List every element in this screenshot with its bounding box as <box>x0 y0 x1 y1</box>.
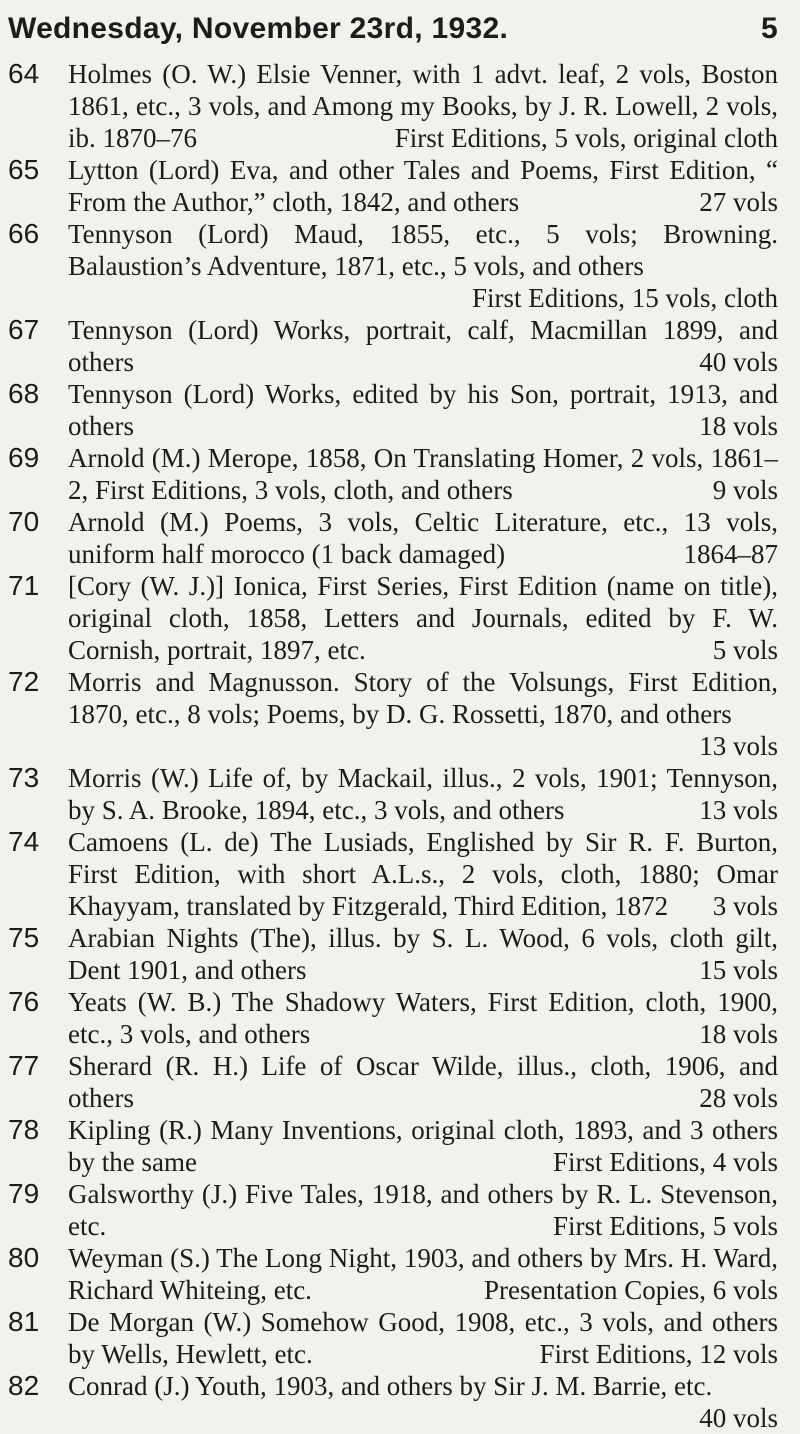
lot-quantity: First Editions, 5 vols <box>552 1211 778 1241</box>
lot-number: 71 <box>8 570 40 601</box>
lot-description <box>68 442 778 506</box>
lot-entry <box>8 666 778 762</box>
lot-quantity: First Editions, 12 vols <box>539 1339 778 1369</box>
lot-quantity: 5 vols <box>712 635 778 665</box>
lot-description <box>68 826 778 922</box>
lot-text: Holmes (O. W.) Elsie Venner, with 1 advt. leaf, 2 vols, Boston 1861, etc., 3 vols, and Among my Books, by J. R. Lowell, 2 vols, ib. 1870–76 <box>68 59 778 153</box>
lot-description <box>68 762 778 826</box>
lot-text: Tennyson (Lord) Works, portrait, calf, Macmillan 1899, and others <box>68 315 778 377</box>
lot-entry <box>8 986 778 1050</box>
lot-text: Tennyson (Lord) Works, edited by his Son, portrait, 1913, and others <box>68 379 778 441</box>
lot-entry <box>8 218 778 314</box>
lot-description <box>68 58 778 154</box>
lot-entry <box>8 1050 778 1114</box>
lot-description <box>68 1050 778 1114</box>
lot-entry <box>8 154 778 218</box>
lot-entry <box>8 1370 778 1434</box>
lot-text: Camoens (L. de) The Lusiads, Englished by Sir R. F. Burton, First Edition, with short A.L.s., 2 vols, cloth, 1880; Omar Khayyam, translated by Fitzgerald, Third Edition, 1872 <box>68 827 778 921</box>
lot-description <box>68 1114 778 1178</box>
lot-entry <box>8 378 778 442</box>
lot-entry <box>8 922 778 986</box>
lot-description <box>68 922 778 986</box>
lot-text: Galsworthy (J.) Five Tales, 1918, and others by R. L. Stevenson, etc. <box>68 1179 778 1241</box>
lot-text: Weyman (S.) The Long Night, 1903, and others by Mrs. H. Ward, Richard Whiteing, etc. <box>68 1243 778 1305</box>
lot-entry <box>8 826 778 922</box>
lot-entry <box>8 1114 778 1178</box>
lot-text: Conrad (J.) Youth, 1903, and others by Sir J. M. Barrie, etc. <box>68 1371 713 1401</box>
lot-number: 73 <box>8 762 40 793</box>
lot-quantity: 18 vols <box>699 411 778 441</box>
lot-list <box>8 58 778 1434</box>
lot-description <box>68 1306 778 1370</box>
lot-entry <box>8 1178 778 1242</box>
lot-text: Kipling (R.) Many Inventions, original cloth, 1893, and 3 others by the same <box>68 1115 778 1177</box>
lot-number: 74 <box>8 826 40 857</box>
lot-quantity: 15 vols <box>699 955 778 985</box>
lot-number: 64 <box>8 58 40 89</box>
lot-number: 66 <box>8 218 40 249</box>
lot-number: 67 <box>8 314 40 345</box>
sale-date: Wednesday, November 23rd, 1932. <box>8 12 509 45</box>
lot-number: 70 <box>8 506 40 537</box>
lot-entry <box>8 1306 778 1370</box>
lot-quantity: 18 vols <box>699 1019 778 1049</box>
lot-entry <box>8 58 778 154</box>
lot-description <box>68 218 778 314</box>
lot-entry <box>8 570 778 666</box>
lot-number: 77 <box>8 1050 40 1081</box>
lot-description <box>68 1242 778 1306</box>
lot-quantity: 40 vols <box>699 347 778 377</box>
lot-number: 75 <box>8 922 40 953</box>
lot-number: 76 <box>8 986 40 1017</box>
page-header <box>8 12 778 48</box>
lot-number: 79 <box>8 1178 40 1209</box>
lot-number: 72 <box>8 666 40 697</box>
lot-text: Morris (W.) Life of, by Mackail, illus., 2 vols, 1901; Tennyson, by S. A. Brooke, 1894, etc., 3 vols, and others <box>68 763 778 825</box>
lot-description <box>68 154 778 218</box>
lot-quantity: 13 vols <box>699 795 778 825</box>
lot-quantity: 13 vols <box>699 731 778 761</box>
lot-description <box>68 506 778 570</box>
lot-description <box>68 666 778 762</box>
lot-quantity: 9 vols <box>712 475 778 505</box>
lot-description <box>68 314 778 378</box>
lot-text: Sherard (R. H.) Life of Oscar Wilde, illus., cloth, 1906, and others <box>68 1051 778 1113</box>
page-number: 5 <box>761 12 778 45</box>
lot-quantity: First Editions, 15 vols, cloth <box>471 283 778 313</box>
lot-description <box>68 1370 778 1434</box>
lot-text: Arnold (M.) Poems, 3 vols, Celtic Literature, etc., 13 vols, uniform half morocco (1 back damaged) <box>68 507 778 569</box>
lot-quantity: First Editions, 4 vols <box>552 1147 778 1177</box>
lot-description <box>68 986 778 1050</box>
lot-number: 69 <box>8 442 40 473</box>
lot-text: Arnold (M.) Merope, 1858, On Translating Homer, 2 vols, 1861–2, First Editions, 3 vols, cloth, and others <box>68 443 778 505</box>
lot-entry <box>8 314 778 378</box>
lot-number: 68 <box>8 378 40 409</box>
lot-description <box>68 1178 778 1242</box>
lot-description <box>68 378 778 442</box>
lot-text: Tennyson (Lord) Maud, 1855, etc., 5 vols; Browning. Balaustion’s Adventure, 1871, etc., 5 vols, and others <box>68 219 778 281</box>
lot-number: 82 <box>8 1370 40 1401</box>
lot-text: Morris and Magnusson. Story of the Volsungs, First Edition, 1870, etc., 8 vols; Poems, by D. G. Rossetti, 1870, and others <box>68 667 778 729</box>
lot-quantity: Presentation Copies, 6 vols <box>484 1275 778 1305</box>
lot-text: De Morgan (W.) Somehow Good, 1908, etc., 3 vols, and others by Wells, Hewlett, etc. <box>68 1307 778 1369</box>
lot-number: 78 <box>8 1114 40 1145</box>
lot-number: 81 <box>8 1306 40 1337</box>
lot-text: Arabian Nights (The), illus. by S. L. Wood, 6 vols, cloth gilt, Dent 1901, and others <box>68 923 778 985</box>
lot-quantity: 3 vols <box>712 891 778 921</box>
lot-quantity: 40 vols <box>699 1403 778 1433</box>
lot-number: 80 <box>8 1242 40 1273</box>
lot-text: Yeats (W. B.) The Shadowy Waters, First Edition, cloth, 1900, etc., 3 vols, and others <box>68 987 778 1049</box>
lot-entry <box>8 1242 778 1306</box>
lot-quantity: First Editions, 5 vols, original cloth <box>394 123 778 153</box>
lot-entry <box>8 442 778 506</box>
lot-number: 65 <box>8 154 40 185</box>
lot-description <box>68 570 778 666</box>
lot-entry <box>8 762 778 826</box>
lot-text: [Cory (W. J.)] Ionica, First Series, First Edition (name on title), original cloth, 1858, Letters and Journals, edited by F. W. Cornish, portrait, 1897, etc. <box>68 571 778 665</box>
lot-entry <box>8 506 778 570</box>
lot-quantity: 28 vols <box>699 1083 778 1113</box>
lot-quantity: 27 vols <box>699 187 778 217</box>
lot-text: Lytton (Lord) Eva, and other Tales and Poems, First Edition, “ From the Author,” cloth, 1842, and others <box>68 155 778 217</box>
lot-quantity: 1864–87 <box>683 539 778 569</box>
